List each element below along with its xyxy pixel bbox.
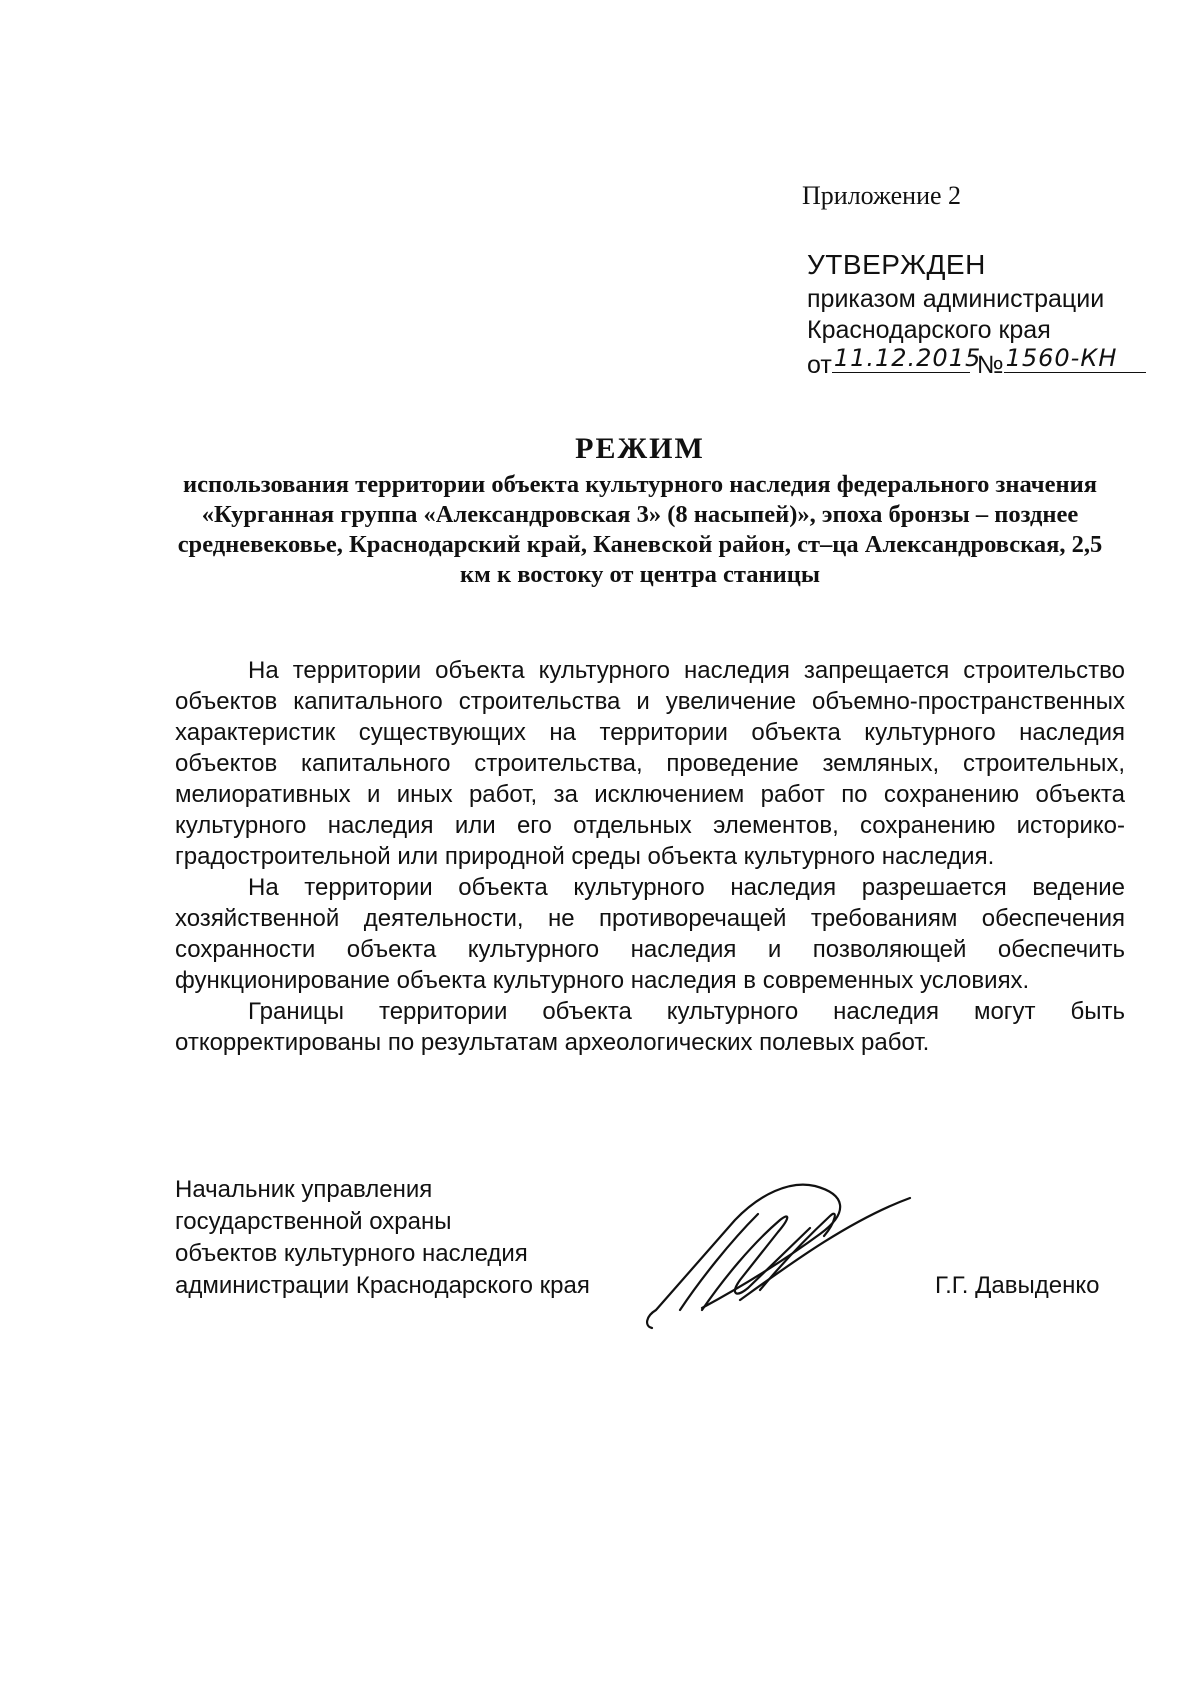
signer-title-line-4: администрации Краснодарского края [175,1272,590,1299]
document-heading: РЕЖИМ [575,432,705,465]
signer-title-line-1: Начальник управления [175,1176,433,1203]
body-paragraph-permissions: На территории объекта культурного наследия разрешается ведение хозяйственной деятельности, не противоречащей требованиям обеспечения сохранности объекта культурного наследия и позволяющей обеспечить функционирование объекта культурного наследия в современных условиях. [175,874,1125,994]
signer-title-line-3: объектов культурного наследия [175,1240,528,1267]
appendix-label: Приложение 2 [802,181,962,210]
document-subtitle: использования территории объекта культурного наследия федерального значения «Курганная группа «Александровская 3» (8 насыпей)», эпоха бронзы – позднее средневековье, Краснодарский край, Каневской район, ст–ца Александровская, 2,5 км к востоку от центра станицы [177,471,1103,588]
handwritten-date: 11.12.2015 [833,344,982,372]
body-paragraph-prohibitions: На территории объекта культурного наследия запрещается строительство объектов капитального строительства и увеличение объемно-пространственных характеристик существующих на территории объекта культурного наследия объектов капитального строительства, проведение земляных, строительных, мелиоративных и иных работ, за исключением работ по сохранению объекта культурного наследия или его отдельных элементов, сохранению историко-градостроительной или природной среды объекта культурного наследия. [175,657,1125,870]
signer-name: Г.Г. Давыденко [935,1272,1100,1299]
number-prefix: № [976,351,1004,379]
order-number-field [1004,346,1146,373]
order-line-1: приказом администрации [807,285,1105,313]
signer-title-line-2: государственной охраны [175,1208,452,1235]
body-paragraph-boundaries: Границы территории объекта культурного наследия могут быть откорректированы по результатам археологических полевых работ. [175,998,1125,1056]
approval-block [807,248,1146,381]
handwritten-signature [640,1180,920,1330]
order-line-2: Краснодарского края [807,316,1051,344]
document-title-block [175,430,1105,590]
handwritten-number: 1560-КН [1005,344,1118,372]
signer-title-block [175,1174,590,1302]
document-body [175,655,1125,1058]
order-date-field [832,344,982,373]
approved-stamp-text: УТВЕРЖДЕН [807,249,986,280]
order-date-number-line [807,346,1146,381]
date-prefix: от [807,351,832,379]
